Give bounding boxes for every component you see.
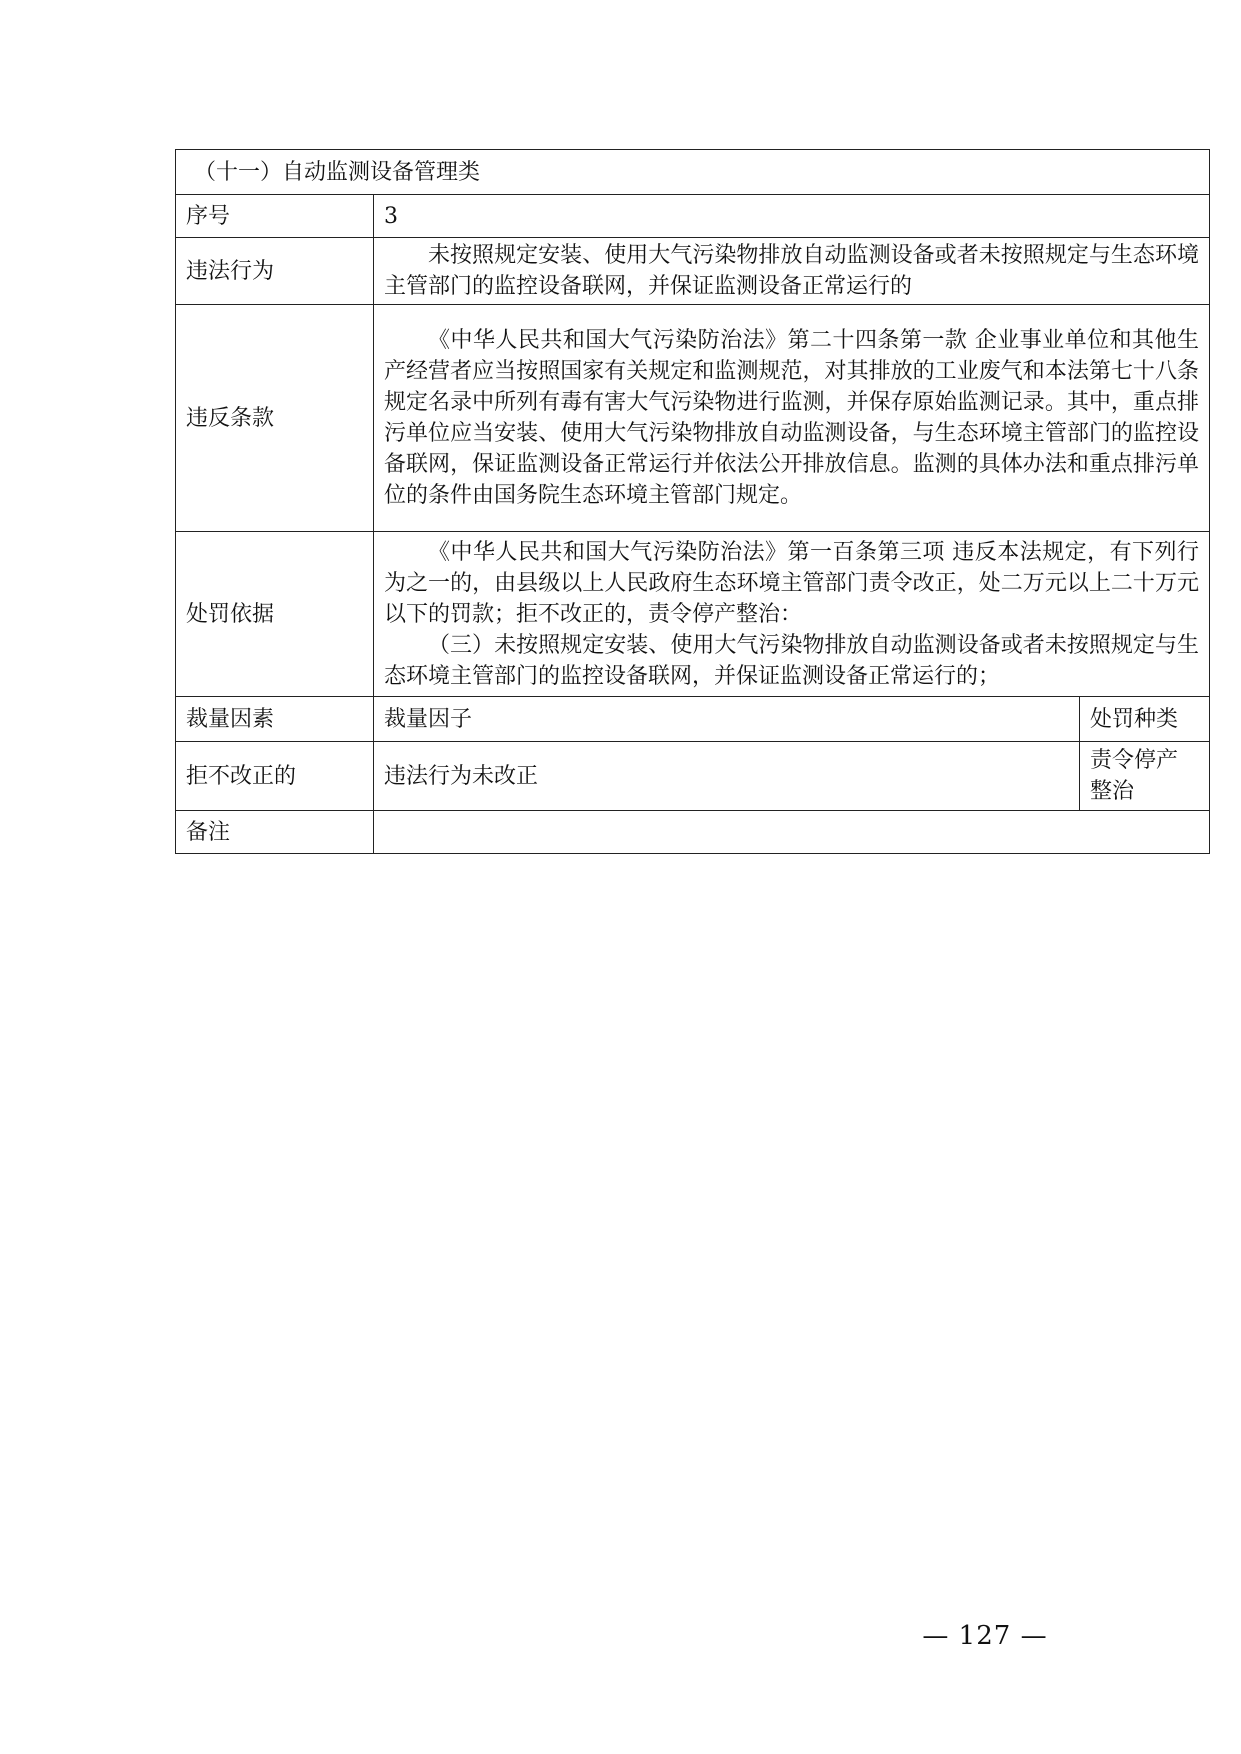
section-title: （十一）自动监测设备管理类 — [176, 150, 1210, 195]
clause-cell — [374, 305, 1210, 532]
serial-value: 3 — [374, 195, 1210, 238]
violation-row — [176, 238, 1210, 305]
section-header-row — [176, 150, 1210, 195]
serial-row — [176, 195, 1210, 238]
note-label: 备注 — [176, 811, 374, 854]
clause-row — [176, 305, 1210, 532]
basis-label: 处罚依据 — [176, 532, 374, 697]
note-value — [374, 811, 1210, 854]
factor-header-penalty-type: 处罚种类 — [1079, 697, 1209, 742]
violation-cell — [374, 238, 1210, 305]
refuse-label: 拒不改正的 — [176, 742, 374, 811]
basis-row — [176, 532, 1210, 697]
refuse-factor: 违法行为未改正 — [374, 742, 1080, 811]
factor-header-row — [176, 697, 1210, 742]
serial-label: 序号 — [176, 195, 374, 238]
basis-cell — [374, 532, 1210, 697]
refuse-row — [176, 742, 1210, 811]
factor-header-factor: 裁量因子 — [374, 697, 1080, 742]
factor-header-label: 裁量因素 — [176, 697, 374, 742]
basis-paragraph-2: （三）未按照规定安装、使用大气污染物排放自动监测设备或者未按照规定与生态环境主管部门的监控设备联网，并保证监测设备正常运行的； — [384, 632, 1199, 689]
clause-text: 《中华人民共和国大气污染防治法》第二十四条第一款 企业事业单位和其他生产经营者应当按照国家有关规定和监测规范，对其排放的工业废气和本法第七十八条规定名录中所列有毒有害大气污染物进行监测，并保存原始监测记录。其中，重点排污单位应当安装、使用大气污染物排放自动监测设备，与生态环境主管部门的监控设备联网，保证监测设备正常运行并依法公开排放信息。监测的具体办法和重点排污单位的条件由国务院生态环境主管部门规定。 — [384, 328, 1199, 508]
violation-text: 未按照规定安装、使用大气污染物排放自动监测设备或者未按照规定与生态环境主管部门的监控设备联网，并保证监测设备正常运行的 — [384, 243, 1199, 299]
refuse-penalty: 责令停产整治 — [1079, 742, 1209, 811]
clause-label: 违反条款 — [176, 305, 374, 532]
page-number: — 127 — — [922, 1621, 1048, 1651]
discretion-table — [175, 149, 1210, 854]
violation-label: 违法行为 — [176, 238, 374, 305]
basis-paragraph-1: 《中华人民共和国大气污染防治法》第一百条第三项 违反本法规定，有下列行为之一的，由县级以上人民政府生态环境主管部门责令改正，处二万元以上二十万元以下的罚款；拒不改正的，责令停产整治： — [384, 539, 1199, 627]
note-row — [176, 811, 1210, 854]
